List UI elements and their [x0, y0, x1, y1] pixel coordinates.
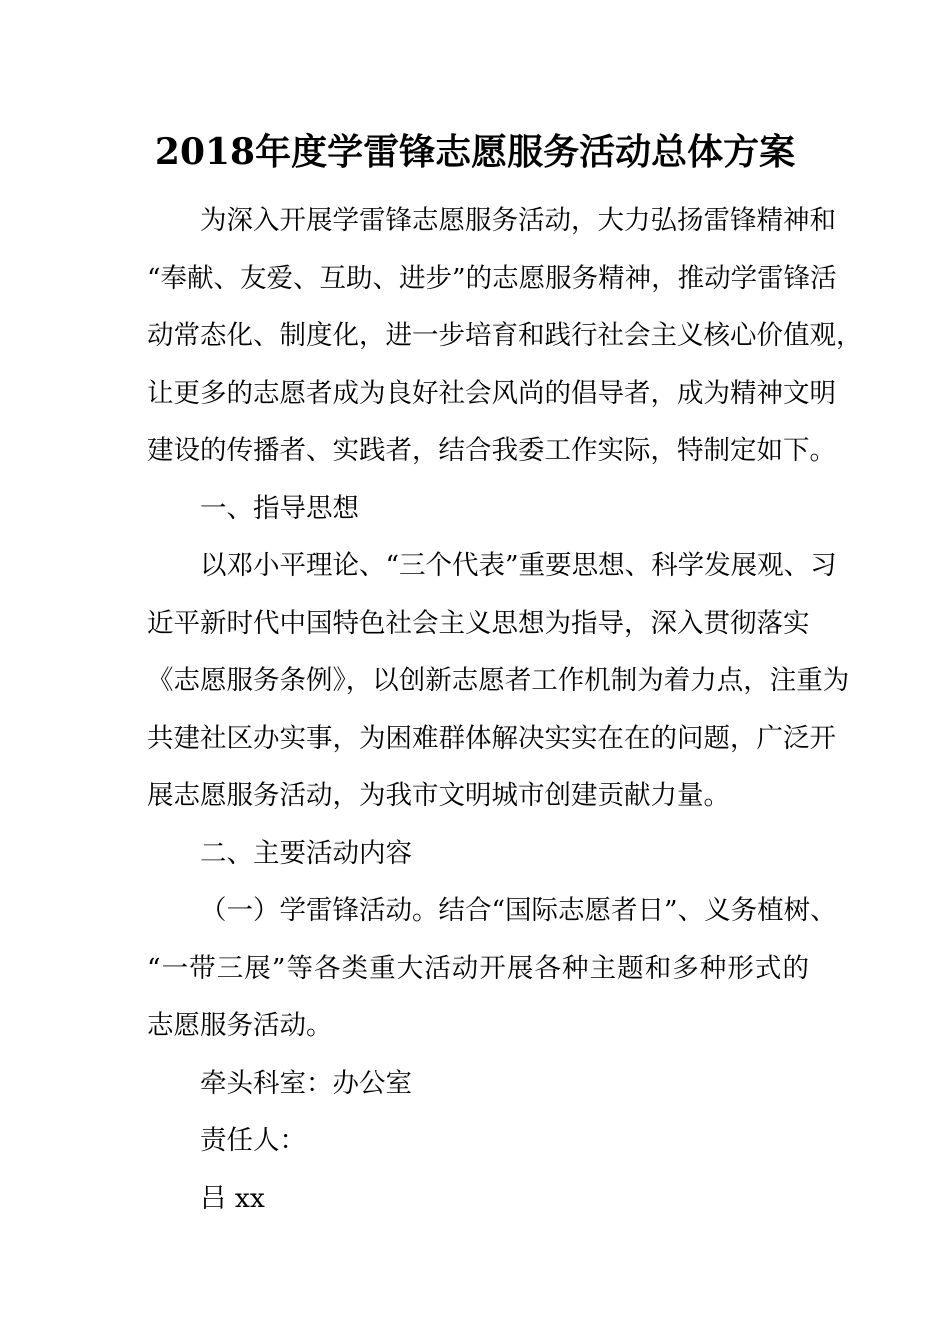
paragraph-line: 《志愿服务条例》，以创新志愿者工作机制为着力点，注重为 [147, 665, 850, 696]
paragraph-line: 为深入开展学雷锋志愿服务活动，大力弘扬雷锋精神和 [200, 205, 836, 236]
responsible-person-label: 责任人： [200, 1125, 306, 1156]
lead-office-line: 牵头科室：办公室 [200, 1067, 412, 1099]
paragraph-line: 展志愿服务活动，为我市文明城市创建贡献力量。 [147, 780, 730, 811]
paragraph-line: 志愿服务活动。 [147, 1010, 333, 1041]
paragraph-line: 让更多的志愿者成为良好社会风尚的倡导者，成为精神文明 [147, 377, 836, 409]
paragraph-line: 近平新时代中国特色社会主义思想为指导，深入贯彻落实 [147, 607, 810, 639]
document-body [147, 192, 863, 1227]
responsible-person-name: 吕 xx [200, 1182, 265, 1214]
paragraph-line: 共建社区办实事，为困难群体解决实实在在的问题，广泛开 [147, 722, 836, 754]
section-heading: 一、指导思想 [200, 492, 359, 524]
paragraph-line: 建设的传播者、实践者，结合我委工作实际，特制定如下。 [147, 435, 836, 466]
paragraph-line: （一）学雷锋活动。结合“国际志愿者日”、义务植树、 [200, 895, 837, 926]
paragraph-line: 动常态化、制度化，进一步培育和践行社会主义核心价值观， [147, 320, 863, 351]
paragraph-line: 以邓小平理论、“三个代表”重要思想、科学发展观、习 [200, 550, 837, 581]
paragraph-line: “一带三展”等各类重大活动开展各种主题和多种形式的 [147, 952, 809, 984]
paragraph-line: “奉献、友爱、互助、进步”的志愿服务精神，推动学雷锋活 [147, 262, 837, 294]
document-title: 2018年度学雷锋志愿服务活动总体方案 [154, 131, 796, 173]
section-heading: 二、主要活动内容 [200, 837, 412, 869]
